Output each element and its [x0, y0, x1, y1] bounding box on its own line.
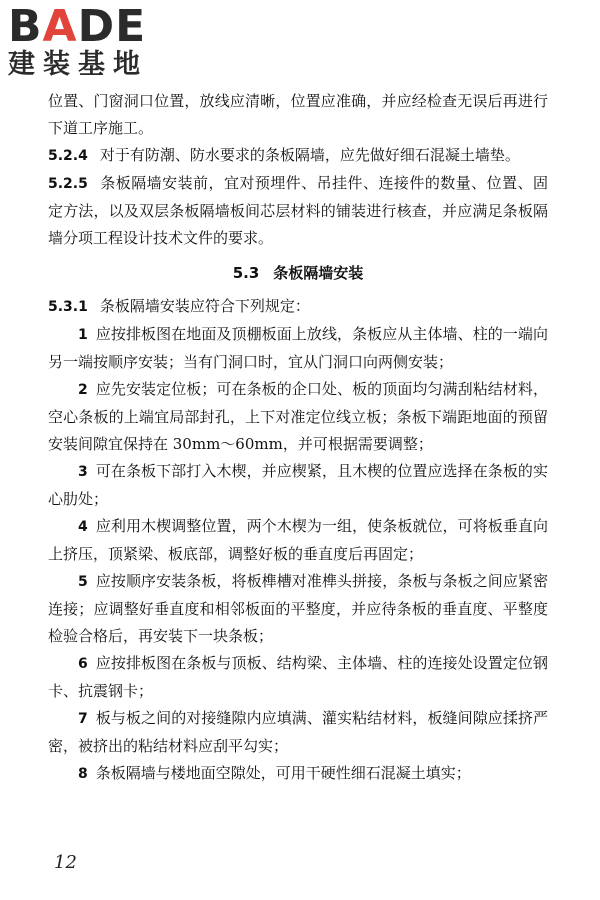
item-number: 5	[78, 574, 88, 590]
item-text: 可在条板下部打入木楔，并应楔紧，且木楔的位置应选择在条板的实心肋处；	[48, 462, 548, 508]
clause-text: 对于有防潮、防水要求的条板隔墙，应先做好细石混凝土墙垫。	[99, 146, 520, 164]
item-text: 条板隔墙与楼地面空隙处，可用干硬性细石混凝土填实；	[95, 764, 471, 782]
clause-number: 5.3.1	[48, 299, 88, 315]
item-number: 7	[78, 711, 88, 727]
list-item	[48, 650, 548, 705]
clause-number: 5.2.4	[48, 148, 88, 164]
list-item	[48, 458, 548, 513]
list-item	[48, 760, 548, 788]
list-item	[48, 513, 548, 568]
item-text: 应按顺序安装条板，将板榫槽对准榫头拼接，条板与条板之间应紧密连接；应调整好垂直度和相邻板面的平整度，并应待条板的垂直度、平整度检验合格后，再安装下一块条板；	[48, 572, 548, 645]
clause-5-2-5	[48, 170, 548, 252]
page-number: 12	[54, 852, 77, 873]
item-text: 应利用木楔调整位置，两个木楔为一组，使条板就位，可将板垂直向上挤压，顶紧梁、板底部，调整好板的垂直度后再固定；	[48, 517, 548, 563]
logo-wordmark: BADE	[8, 1, 147, 52]
intro-paragraph: 位置、门窗洞口位置，放线应清晰，位置应准确，并应经检查无误后再进行下道工序施工。	[48, 92, 548, 137]
logo-subtitle: 建装基地	[8, 49, 148, 80]
item-text: 应按排板图在条板与顶板、结构梁、主体墙、柱的连接处设置定位钢卡、抗震钢卡；	[48, 654, 548, 700]
item-number: 1	[78, 327, 88, 343]
item-number: 2	[78, 382, 88, 398]
clause-text: 条板隔墙安装前，宜对预埋件、吊挂件、连接件的数量、位置、固定方法，以及双层条板隔墙板间芯层材料的铺装进行核查，并应满足条板隔墙分项工程设计技术文件的要求。	[48, 174, 548, 247]
document-body	[48, 88, 548, 788]
item-text: 应先安装定位板；可在条板的企口处、板的顶面均匀满刮粘结材料，空心条板的上端宜局部封孔，上下对准定位线立板；条板下端距地面的预留安装间隙宜保持在 30mm～60mm，并可根据需要调整；	[48, 380, 548, 453]
clause-number: 5.2.5	[48, 176, 88, 192]
bade-logo	[8, 1, 178, 88]
list-item	[48, 376, 548, 458]
list-item	[48, 321, 548, 376]
list-item	[48, 568, 548, 650]
item-number: 6	[78, 656, 88, 672]
section-title: 条板隔墙安装	[273, 264, 364, 282]
list-item	[48, 705, 548, 760]
section-number: 5.3	[232, 264, 260, 282]
section-heading	[48, 260, 548, 287]
item-text: 应按排板图在地面及顶棚板面上放线，条板应从主体墙、柱的一端向另一端按顺序安装；当有门洞口时，宜从门洞口向两侧安装；	[48, 325, 548, 371]
item-number: 4	[78, 519, 88, 535]
item-text: 板与板之间的对接缝隙内应填满、灌实粘结材料，板缝间隙应揉挤严密，被挤出的粘结材料应刮平勾实；	[48, 709, 548, 755]
clause-5-3-1	[48, 293, 548, 321]
item-number: 8	[78, 766, 88, 782]
clause-text: 条板隔墙安装应符合下列规定：	[99, 297, 310, 315]
clause-5-2-4	[48, 142, 548, 170]
item-number: 3	[78, 464, 88, 480]
